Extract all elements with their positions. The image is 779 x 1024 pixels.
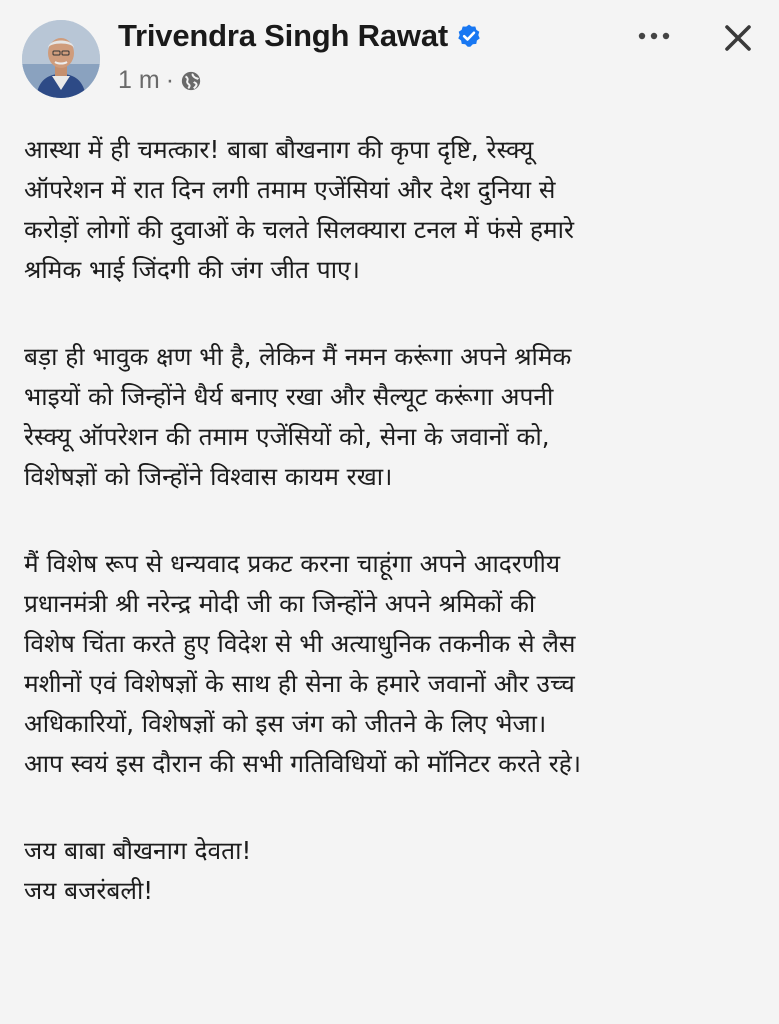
post-paragraph (24, 337, 764, 497)
author-avatar[interactable] (22, 20, 100, 98)
more-options-icon (637, 31, 671, 41)
post-text-line: अधिकारियों, विशेषज्ञों को इस जंग को जीतने के लिए भेजा। (24, 709, 547, 738)
author-row (118, 18, 482, 54)
post-text-line: बड़ा ही भावुक क्षण भी है, लेकिन मैं नमन करूंगा अपने श्रमिक (24, 342, 572, 371)
avatar-portrait-image (22, 20, 100, 98)
verified-badge-icon (456, 23, 482, 49)
post-text-line: आस्था में ही चमत्कार! बाबा बौखनाग की कृपा दृष्टि, रेस्क्यू (24, 135, 534, 164)
post-text-line: मैं विशेष रूप से धन्यवाद प्रकट करना चाहूंगा अपने आदरणीय (24, 549, 561, 578)
post-timestamp[interactable]: 1 m (118, 66, 160, 94)
meta-separator: · (165, 66, 175, 94)
globe-icon (180, 70, 202, 92)
close-icon (723, 23, 753, 53)
post-text-line: विशेषज्ञों को जिन्होंने विश्वास कायम रखा। (24, 462, 393, 491)
post-text-line: करोड़ों लोगों की दुवाओं के चलते सिलक्यारा टनल में फंसे हमारे (24, 215, 574, 244)
post-body-text (24, 130, 764, 911)
post-text-line: मशीनों एवं विशेषज्ञों के साथ ही सेना के हमारे जवानों और उच्च (24, 669, 575, 698)
post-paragraph (24, 831, 764, 911)
post-header (22, 14, 762, 100)
post-text-line: श्रमिक भाई जिंदगी की जंग जीत पाए। (24, 255, 360, 284)
post-text-line: विशेष चिंता करते हुए विदेश से भी अत्याधुनिक तकनीक से लैस (24, 629, 576, 658)
post-text-line: प्रधानमंत्री श्री नरेन्द्र मोदी जी का जिन्होंने अपने श्रमिकों की (24, 589, 536, 618)
post-text-line: जय बजरंबली! (24, 876, 154, 905)
close-button[interactable] (718, 18, 758, 58)
more-options-button[interactable] (632, 20, 676, 52)
post-paragraph (24, 130, 764, 290)
post-text-line: जय बाबा बौखनाग देवता! (24, 836, 252, 865)
post-meta (118, 66, 202, 95)
author-name[interactable]: Trivendra Singh Rawat (118, 18, 448, 53)
post-text-line: भाइयों को जिन्होंने धैर्य बनाए रखा और सैल्यूट करूंगा अपनी (24, 382, 554, 411)
post-paragraph (24, 544, 764, 784)
post-text-line: ऑपरेशन में रात दिन लगी तमाम एजेंसियां और देश दुनिया से (24, 175, 556, 204)
post-text-line: रेस्क्यू ऑपरेशन की तमाम एजेंसियों को, सेना के जवानों को, (24, 422, 550, 451)
post-text-line: आप स्वयं इस दौरान की सभी गतिविधियों को मॉनिटर करते रहे। (24, 749, 582, 778)
